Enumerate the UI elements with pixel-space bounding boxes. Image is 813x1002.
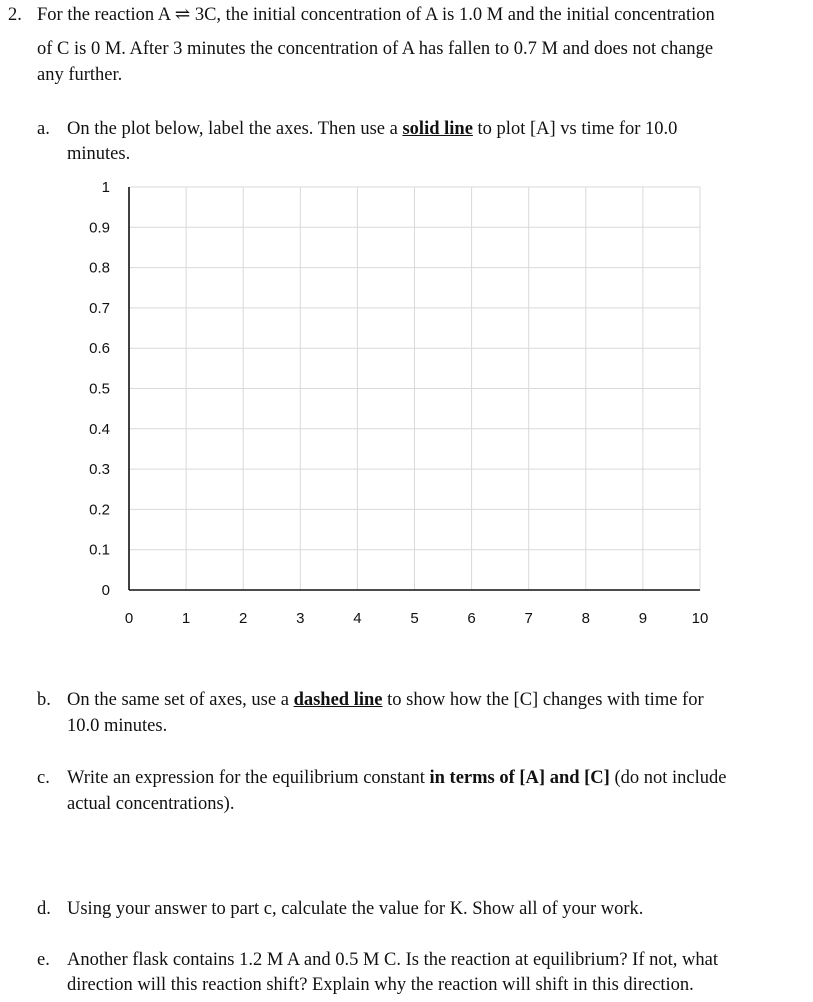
x-tick-label: 7 [524, 610, 533, 627]
x-tick-label: 10 [691, 610, 709, 627]
part-a-line-2: minutes. [67, 144, 131, 164]
part-c-emphasis: in terms of [A] and [C] [429, 768, 610, 788]
x-tick-labels [125, 610, 709, 627]
part-a-line-1 [67, 116, 677, 142]
y-tick-label: 0.4 [89, 420, 110, 438]
x-tick-label: 1 [181, 610, 191, 627]
y-tick-label: 0.2 [89, 501, 110, 519]
part-a-text-a: On the plot below, label the axes. Then use a [67, 119, 403, 139]
y-tick-label: 0.3 [89, 461, 110, 479]
question-2-line-2: of C is 0 M. After 3 minutes the concentration of A has fallen to 0.7 M and does not change [37, 39, 714, 59]
y-tick-labels [89, 179, 110, 599]
part-c-line-2: actual concentrations). [67, 794, 235, 814]
part-a-letter: a. [37, 119, 50, 139]
part-b-line-1 [67, 687, 704, 713]
question-2-line-3: any further. [37, 65, 123, 85]
x-tick-label: 5 [410, 610, 419, 627]
y-tick-label: 0 [101, 582, 110, 599]
y-tick-label: 0.6 [89, 340, 110, 358]
x-tick-label: 2 [239, 610, 248, 627]
part-e-line-2: direction will this reaction shift? Explain why the reaction will shift in this direction. [67, 975, 694, 995]
part-b-emphasis: dashed line [293, 690, 383, 710]
x-tick-label: 0 [124, 610, 134, 627]
part-d-letter: d. [37, 899, 51, 919]
part-a-emphasis: solid line [402, 119, 473, 139]
y-tick-label: 0.8 [89, 259, 110, 277]
part-b-line-2: 10.0 minutes. [67, 716, 168, 736]
y-tick-label: 1 [101, 179, 110, 196]
question-2-line-1 [37, 2, 715, 28]
part-c-line-1 [67, 765, 726, 791]
question-2-number: 2. [8, 5, 22, 25]
part-c-letter: c. [37, 768, 50, 788]
y-tick-label: 0.9 [89, 219, 110, 237]
x-tick-label: 6 [467, 610, 476, 627]
part-e-letter: e. [37, 950, 50, 970]
x-tick-label: 4 [353, 610, 362, 627]
y-tick-label: 0.7 [89, 299, 110, 317]
part-a-text-b: to plot [A] vs time for 10.0 [472, 119, 678, 139]
question-2-text-b: 3C, the initial concentration of A is 1.0 M and the initial concentration [190, 5, 715, 25]
part-c-text-a: Write an expression for the equilibrium constant [67, 768, 430, 788]
part-b-text-b: to show how the [C] changes with time for [382, 690, 704, 710]
plot-grid [129, 187, 700, 590]
part-e-line-1: Another flask contains 1.2 M A and 0.5 M C. Is the reaction at equilibrium? If not, what [67, 950, 718, 970]
concentration-time-plot [0, 170, 813, 630]
part-c-text-b: (do not include [609, 768, 727, 788]
y-tick-label: 0.5 [89, 380, 110, 398]
part-b-letter: b. [37, 690, 51, 710]
y-tick-label: 0.1 [89, 541, 110, 559]
x-tick-label: 8 [581, 610, 590, 627]
x-tick-label: 3 [296, 610, 305, 627]
part-b-text-a: On the same set of axes, use a [67, 690, 294, 710]
equilibrium-arrow-icon: ⇌ [174, 5, 191, 25]
question-2-text-a: For the reaction A [37, 5, 175, 25]
x-tick-label: 9 [638, 610, 648, 627]
part-d-text: Using your answer to part c, calculate the value for K. Show all of your work. [67, 899, 644, 919]
